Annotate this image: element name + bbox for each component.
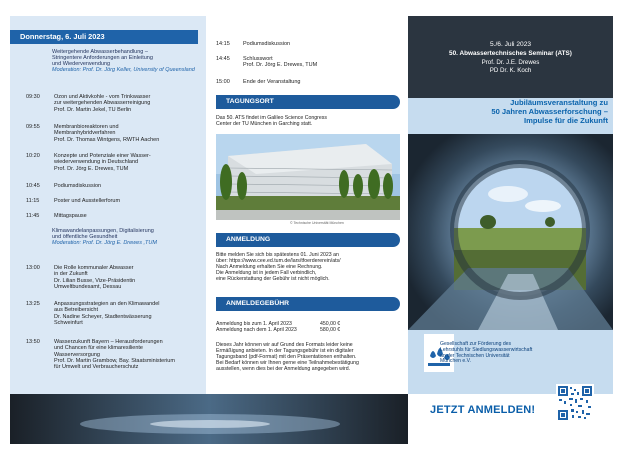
bottom-photo-strip: [10, 394, 408, 444]
fee-heading: ANMELDEGEBÜHR: [216, 297, 400, 311]
fee-label: Anmeldung bis zum 1. April 2023: [216, 321, 292, 327]
note-line: Tagungsband (pdf-Format) mit den Präsentationen enthalten.: [216, 354, 357, 361]
program-time: 10:45: [26, 183, 40, 189]
jubilee-line: 50 Jahren Abwasserforschung –: [491, 107, 608, 116]
program-line: Prof. Dr. Martin Jekel, TU Berlin: [54, 106, 132, 113]
program-line: Wasserzukunft Bayern – Herausforderungen: [54, 339, 163, 345]
register-now-button[interactable]: JETZT ANMELDEN!: [430, 404, 536, 416]
session-intro: [52, 228, 202, 246]
program-line: für Umwelt und Verbraucherschutz: [54, 364, 139, 371]
registration-heading: ANMELDUNG: [216, 233, 400, 247]
session-title-line: Weitergehende Abwasserbehandlung –: [52, 49, 148, 55]
fee-label: Anmeldung nach dem 1. April 2023: [216, 327, 297, 334]
program-line: Podiumsdiskussion: [243, 41, 291, 47]
program-line: Membranhybridverfahren: [54, 130, 116, 137]
program-line: in der Zukunft: [54, 271, 88, 278]
date-heading: Donnerstag, 6. Juli 2023: [10, 30, 198, 44]
building-photo: [216, 134, 400, 220]
program-line: Ozon und Aktivkohle - vom Trinkwasser: [54, 94, 151, 100]
note-line: ausstellen, wenn dies bei der Anmeldung angegeben wird.: [216, 366, 351, 373]
event-title: 50. Abwassertechnisches Seminar (ATS): [449, 50, 572, 57]
society-line: Gesellschaft zur Förderung des: [440, 341, 512, 347]
program-line: Podiumsdiskussion: [54, 183, 102, 189]
session-title-line: und öffentliche Gesundheit: [52, 234, 118, 241]
venue-text: [216, 115, 404, 127]
program-line: Dr. Nadine Scheyer, Stadtentwässerung: [54, 313, 152, 320]
note-line: Dieses Jahr können wir auf Grund des Formats leider keine: [216, 342, 353, 348]
program-line: Mittagspause: [54, 213, 87, 219]
fee-table: [216, 321, 404, 333]
registration-text: [216, 252, 404, 282]
program-time: 14:15: [216, 41, 230, 47]
program-line: Anpassungsstrategien an den Klimawandel: [54, 301, 160, 307]
program-line: zur weitergehenden Abwasserreinigung: [54, 100, 151, 107]
program-time: 14:45: [216, 56, 230, 62]
session-moderation: Moderation: Prof. Dr. Jörg Keller, University of Queensland: [52, 67, 195, 74]
program-time: 11:45: [26, 213, 40, 219]
program-line: Schweinfurt: [54, 319, 83, 326]
program-time: 13:25: [26, 301, 40, 307]
jubilee-line: Jubiläumsveranstaltung zu: [510, 98, 608, 107]
registration-line: Bitte melden Sie sich bis spätestens 01. Juni 2023 an: [216, 252, 339, 258]
society-text: [440, 342, 560, 365]
program-line: Wasserversorgung: [54, 351, 100, 358]
registration-line: Die Anmeldung ist in jedem Fall verbindlich,: [216, 270, 317, 277]
qr-code[interactable]: [556, 384, 594, 422]
program-line: Prof. Dr. Thomas Wintgens, RWTH Aachen: [54, 136, 160, 143]
program-line: Konzepte und Potenziale einer Wasser-: [54, 153, 151, 159]
pipe-tunnel-photo: [408, 134, 613, 330]
program-time: 13:50: [26, 339, 40, 345]
session-title-line: Stringentere Anforderungen an Einleitung: [52, 55, 153, 62]
program-time: 09:55: [26, 124, 40, 130]
session-intro: [52, 49, 202, 73]
registration-line: Nach Anmeldung erhalten Sie eine Rechnung.: [216, 264, 323, 271]
program-line: Die Rolle kommunaler Abwasser: [54, 265, 134, 271]
organizer: PD Dr. K. Koch: [489, 67, 532, 74]
program-line: Prof. Dr. Martin Grambow, Bay. Staatsministerium: [54, 357, 175, 364]
session-title-line: Klimawandelanpassungen, Digitalisierung: [52, 228, 154, 234]
venue-line: Das 50. ATS findet im Galileo Science Congress: [216, 115, 327, 121]
program-line: wiederverwendung in Deutschland: [54, 159, 139, 166]
note-line: Ermäßigung anbieten. In der Tagungsgebühr ist ein digitaler: [216, 348, 354, 355]
fee-amount: 580,00 €: [320, 327, 341, 334]
program-line: Dr. Lilian Busse, Vize-Präsidentin: [54, 277, 136, 284]
title-banner: [408, 16, 613, 98]
program-time: 09:30: [26, 94, 40, 100]
jubilee-line: Impulse für die Zukunft: [524, 116, 608, 125]
program-time: 13:00: [26, 265, 40, 271]
program-line: Poster und Ausstellerforum: [54, 198, 121, 204]
session-moderation: Moderation: Prof. Dr. Jörg E. Drewes ,TUM: [52, 240, 157, 247]
society-line: München e.V.: [440, 358, 471, 365]
program-line: aus Betreibersicht: [54, 307, 99, 314]
society-line: Lehrstuhls für Siedlungswasserwirtschaft: [440, 346, 533, 353]
fee-row: [216, 327, 404, 333]
event-dates: 5./6. Juli 2023: [489, 41, 532, 48]
venue-heading: TAGUNGSORT: [216, 95, 400, 109]
registration-link[interactable]: über: https://www.cee.ed.tum.de/lars/tfoerdererein/ats/: [216, 258, 341, 265]
registration-line: eine Rückerstattung der Gebühr ist nicht möglich.: [216, 276, 330, 283]
program-line: Ende der Veranstaltung: [243, 79, 301, 85]
jubilee-headline: [430, 98, 608, 132]
program-time: 15:00: [216, 79, 230, 85]
note-line: Bei Bedarf können wir Ihnen gerne eine Teilnahmebestätigung: [216, 360, 359, 367]
program-time: 10:20: [26, 153, 40, 159]
venue-line: Center der TU München in Garching statt.: [216, 121, 313, 128]
program-line: Prof. Dr. Jörg E. Drewes, TUM: [54, 165, 129, 172]
session-title-line: und Wiederverwendung: [52, 61, 111, 68]
fee-note: [216, 342, 404, 372]
program-line: Umweltbundesamt, Dessau: [54, 283, 122, 290]
program-line: Membranbioreaktoren und: [54, 124, 119, 130]
organizer: Prof. Dr. J.E. Drewes: [481, 59, 540, 66]
program-line: Prof. Dr. Jörg E. Drewes, TUM: [243, 62, 318, 69]
program-line: und Chancen für eine klimaresiliente: [54, 345, 143, 352]
society-line: an der Technischen Universität: [440, 352, 510, 359]
program-time: 11:15: [26, 198, 40, 204]
program-line: Schlusswort: [243, 56, 273, 62]
fee-amount: 450,00 €: [320, 321, 341, 327]
photo-caption: © Technische Universität München: [290, 221, 344, 225]
